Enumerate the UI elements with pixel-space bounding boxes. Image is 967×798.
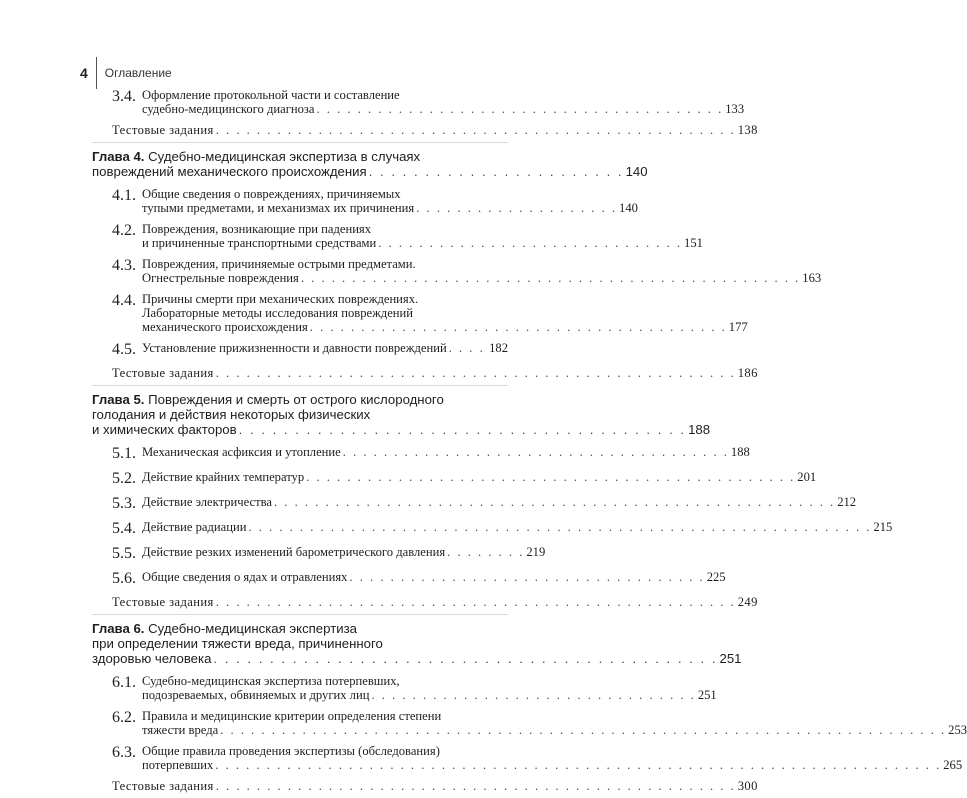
leader-dots: . . . . . . . . . . . . . . . . . . . . . . . . . . . . . . . . . . . . . . . . . . . . .: [213, 651, 718, 666]
toc-entry-6-3[interactable]: [92, 744, 963, 772]
entry-page: 140: [619, 201, 638, 215]
entry-title-line: Установление прижизненности и давности повреждений: [142, 341, 447, 355]
entry-title-line: Повреждения, причиняемые острыми предметами.: [142, 257, 416, 271]
chapter-label: Глава 4.: [92, 149, 145, 164]
leader-dots: . . . .: [448, 341, 485, 355]
toc-entry-5-2[interactable]: [92, 470, 817, 488]
entry-title-line: Оформление протокольной части и составление: [142, 88, 400, 102]
chapter-title-line: повреждений механического происхождения: [92, 164, 367, 179]
toc-entry-5-1[interactable]: [92, 445, 750, 463]
entry-title-line: тупыми предметами, и механизмах их причинения: [142, 201, 415, 215]
section-number: 5.4.: [112, 520, 136, 537]
leader-dots: . . . . . . . . . . . . . . . . . . . . . . . . . . . . . . . . . . . . . . . .: [238, 422, 687, 437]
section-number: 6.3.: [112, 744, 136, 761]
entry-page: 138: [737, 123, 758, 137]
entry-page: 249: [737, 595, 758, 609]
section-number: 3.4.: [112, 88, 136, 105]
entry-page: 219: [526, 545, 546, 559]
section-number: 6.2.: [112, 709, 136, 726]
entry-page: 186: [737, 366, 758, 380]
entry-page: 251: [697, 688, 717, 702]
entry-title-line: и причиненные транспортными средствами: [142, 236, 377, 250]
chapter-title-line: здоровью человека: [92, 651, 212, 666]
chapter-label: Глава 5.: [92, 392, 145, 407]
entry-title-line: механического происхождения: [142, 320, 308, 334]
entry-page: 151: [684, 236, 703, 250]
toc-entry-4-2[interactable]: [92, 222, 703, 250]
section-number: 5.1.: [112, 445, 136, 462]
toc-entry-5-3[interactable]: [92, 495, 857, 513]
entry-title-line: Действие электричества: [142, 495, 272, 509]
chapter-divider: [92, 142, 508, 143]
entry-title-line: Действие крайних температур: [142, 470, 305, 484]
entry-title-line: Тестовые задания: [112, 595, 214, 609]
entry-title-line: Повреждения, возникающие при падениях: [142, 222, 372, 236]
section-number: 4.4.: [112, 292, 136, 309]
chapter-title-line: и химических факторов: [92, 422, 237, 437]
leader-dots: . . . . . . . . . . . . . . . . . . . . . . . . . . . . . . . . . . . . . . . . . . . . . . . . . . . . . . .: [274, 495, 836, 509]
chapter-divider: [92, 614, 508, 615]
toc-chapter-5[interactable]: [92, 392, 711, 437]
entry-title-line: Тестовые задания: [112, 779, 214, 793]
leader-dots: . . . . . . . . . . . . . . . . . . . . . . . . . . . . . . . . . . .: [349, 570, 705, 584]
running-title: Оглавление: [104, 66, 172, 80]
leader-dots: . . . . . . . . . . . . . . . . . . . . . . . . . . . . . .: [378, 236, 683, 250]
entry-title-line: Механическая асфиксия и утопление: [142, 445, 341, 459]
leader-dots: . . . . . . . . . . . . . . . . . . . . . . . . . . . . . . . . . . . . . . . .: [316, 102, 724, 116]
entry-page: 140: [625, 164, 648, 179]
leader-dots: . . . . . . . . . . . . . . . . . . . . . . .: [368, 164, 624, 179]
entry-page: 253: [948, 723, 967, 737]
section-number: 5.2.: [112, 470, 136, 487]
entry-title-line: Действие резких изменений барометрического давления: [142, 545, 446, 559]
leader-dots: . . . . . . . . . . . . . . . . . . . . . . . . . . . . . . . . . . . . . . . . . . . . . . . . . . .: [215, 123, 736, 137]
section-number: 6.1.: [112, 674, 136, 691]
leader-dots: . . . . . . . . . . . . . . . . . . . . . . . . . . . . . . . .: [371, 688, 696, 702]
section-number: 4.5.: [112, 341, 136, 358]
entry-title-line: Причины смерти при механических повреждениях.: [142, 292, 419, 306]
page-number: 4: [80, 65, 88, 81]
leader-dots: . . . . . . . . . . . . . . . . . . . . . . . . . . . . . . . . . . . . . . . . . . . . . . . . . . .: [215, 595, 736, 609]
section-number: 5.3.: [112, 495, 136, 512]
leader-dots: . . . . . . . . . . . . . . . . . . . . . . . . . . . . . . . . . . . . . . . . . . . . . . . .: [306, 470, 796, 484]
toc-entry-6-2[interactable]: [92, 709, 967, 737]
toc-entry-6-1[interactable]: [92, 674, 717, 702]
entry-title-line: Лабораторные методы исследования повреждений: [142, 306, 414, 320]
entry-title-line: Правила и медицинские критерии определения степени: [142, 709, 442, 723]
chapter-title-line: Повреждения и смерть от острого кислородного: [148, 392, 444, 407]
chapter-title-line: Судебно-медицинская экспертиза: [148, 621, 357, 636]
entry-page: 251: [719, 651, 742, 666]
toc-entry-4-4[interactable]: [92, 292, 748, 334]
toc-entry-4-3[interactable]: [92, 257, 822, 285]
toc-chapter-6[interactable]: [92, 621, 742, 666]
toc-entry-5-6[interactable]: [92, 570, 726, 588]
toc-chapter-4[interactable]: [92, 149, 648, 179]
entry-title-line: Действие радиации: [142, 520, 247, 534]
section-number: 5.6.: [112, 570, 136, 587]
leader-dots: . . . . . . . . . . . . . . . . . . . . . . . . . . . . . . . . . . . . . . . . . . . . . . . . . . . . . . . . . . . . .: [248, 520, 872, 534]
section-number: 4.2.: [112, 222, 136, 239]
leader-dots: . . . . . . . . . . . . . . . . . . . . . . . . . . . . . . . . . . . . . . . . . . . . . . . . . . .: [215, 779, 736, 793]
chapter-title-line: голодания и действия некоторых физических: [92, 407, 371, 422]
section-number: 4.1.: [112, 187, 136, 204]
chapter-label: Глава 6.: [92, 621, 145, 636]
entry-page: 133: [725, 102, 745, 116]
entry-page: 212: [837, 495, 857, 509]
section-number: 4.3.: [112, 257, 136, 274]
running-header: [80, 60, 172, 86]
entry-title-line: тяжести вреда: [142, 723, 219, 737]
section-number: 5.5.: [112, 545, 136, 562]
toc-entry-tests-6[interactable]: [92, 779, 758, 793]
entry-title-line: Тестовые задания: [112, 123, 214, 137]
toc-entry-5-5[interactable]: [92, 545, 546, 563]
entry-page: 188: [730, 445, 750, 459]
toc-entry-tests-4[interactable]: [92, 366, 758, 380]
entry-title-line: Общие сведения о повреждениях, причиняемых: [142, 187, 401, 201]
entry-page: 201: [797, 470, 817, 484]
entry-page: 225: [706, 570, 726, 584]
leader-dots: . . . . . . . . . . . . . . . . . . . . . . . . . . . . . . . . . . . . . . . . . . . . . . . . . . .: [215, 366, 736, 380]
entry-page: 300: [737, 779, 758, 793]
entry-page: 188: [688, 422, 711, 437]
chapter-divider: [92, 385, 508, 386]
toc-entry-5-4[interactable]: [92, 520, 893, 538]
entry-title-line: Общие сведения о ядах и отравлениях: [142, 570, 348, 584]
chapter-title-line: при определении тяжести вреда, причиненного: [92, 636, 383, 651]
entry-title-line: потерпевших: [142, 758, 214, 772]
entry-page: 215: [873, 520, 893, 534]
entry-page: 177: [728, 320, 748, 334]
toc-entry-tests-3[interactable]: [92, 123, 758, 137]
entry-title-line: Тестовые задания: [112, 366, 214, 380]
leader-dots: . . . . . . . . . . . . . . . . . . . . . . . . . . . . . . . . . . . . . . . . . . . . . . . . .: [300, 271, 801, 285]
entry-title-line: Общие правила проведения экспертизы (обследования): [142, 744, 440, 758]
leader-dots: . . . . . . . . . . . . . . . . . . . . . . . . . . . . . . . . . . . . . . . . . . . . . . . . . . . . . . . . . . . . . . . . . . . . . . .: [220, 723, 947, 737]
toc-entry-4-5[interactable]: [92, 341, 508, 359]
entry-title-line: Огнестрельные повреждения: [142, 271, 299, 285]
entry-title-line: подозреваемых, обвиняемых и других лиц: [142, 688, 370, 702]
toc-entry-tests-5[interactable]: [92, 595, 758, 609]
leader-dots: . . . . . . . . . . . . . . . . . . . . . . . . . . . . . . . . . . . . . . . . .: [309, 320, 727, 334]
entry-page: 182: [489, 341, 508, 355]
toc-entry-4-1[interactable]: [92, 187, 638, 215]
entry-page: 265: [943, 758, 963, 772]
toc-entry-3-4[interactable]: [92, 88, 745, 116]
leader-dots: . . . . . . . . . . . . . . . . . . . . . . . . . . . . . . . . . . . . . . . . . . . . . . . . . . . . . . . . . . . . . . . . . . . . . . .: [215, 758, 942, 772]
entry-title-line: судебно-медицинского диагноза: [142, 102, 315, 116]
entry-page: 163: [802, 271, 822, 285]
table-of-contents: [92, 88, 967, 798]
leader-dots: . . . . . . . .: [447, 545, 525, 559]
leader-dots: . . . . . . . . . . . . . . . . . . . .: [416, 201, 618, 215]
header-divider: [96, 57, 97, 89]
entry-title-line: Судебно-медицинская экспертиза потерпевших,: [142, 674, 400, 688]
leader-dots: . . . . . . . . . . . . . . . . . . . . . . . . . . . . . . . . . . . . . .: [342, 445, 729, 459]
chapter-title-line: Судебно-медицинская экспертиза в случаях: [148, 149, 421, 164]
